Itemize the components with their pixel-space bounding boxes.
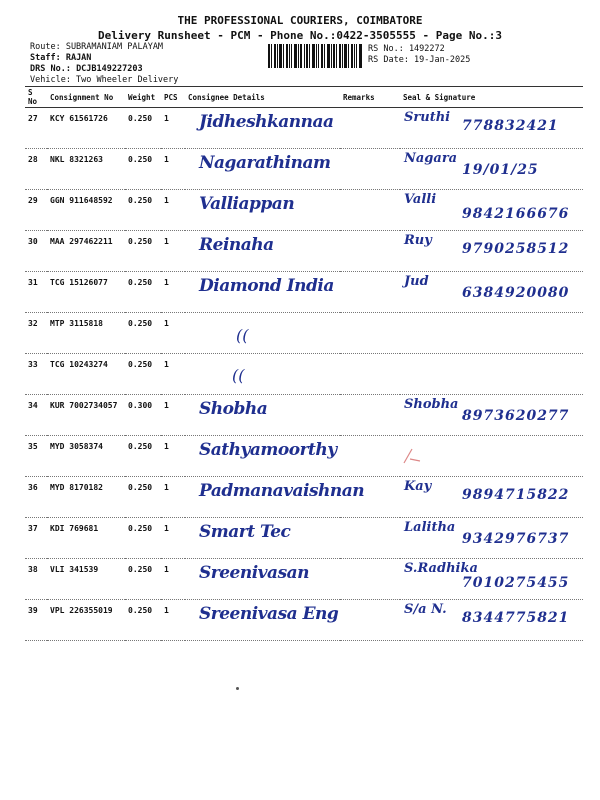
signature-cell xyxy=(400,190,583,231)
consignment-number: TCG 10243274 xyxy=(47,354,125,395)
consignment-number: MAA 297462211 xyxy=(47,231,125,272)
signature-handwriting: Jud xyxy=(404,274,429,289)
consignee-handwriting: Diamond India xyxy=(199,276,334,296)
table-row xyxy=(25,600,583,641)
col-consignment: Consignment No xyxy=(47,87,125,108)
consignee-handwriting: Nagarathinam xyxy=(199,153,331,173)
col-pcs: PCS xyxy=(161,87,185,108)
pcs-value: 1 xyxy=(161,354,185,395)
signature-cell xyxy=(400,477,583,518)
weight-value: 0.250 xyxy=(125,354,161,395)
row-sno: 31 xyxy=(25,272,47,313)
table-row xyxy=(25,313,583,354)
row-sno: 30 xyxy=(25,231,47,272)
row-sno: 38 xyxy=(25,559,47,600)
signature-handwriting: S.Radhika xyxy=(404,561,478,576)
rs-number: RS No.: 1492272 xyxy=(368,44,445,54)
remarks-cell xyxy=(340,518,400,559)
row-sno: 34 xyxy=(25,395,47,436)
consignee-cell xyxy=(185,395,340,436)
signature-handwriting: Ruy xyxy=(404,233,432,248)
pcs-value: 1 xyxy=(161,190,185,231)
weight-value: 0.250 xyxy=(125,559,161,600)
row-sno: 39 xyxy=(25,600,47,641)
handwritten-phone: 7010275455 xyxy=(462,575,570,591)
consignee-handwriting: Sreenivasan xyxy=(199,563,310,583)
consignee-handwriting: Sathyamoorthy xyxy=(199,440,337,460)
handwritten-phone: 6384920080 xyxy=(462,285,570,301)
consignee-cell xyxy=(185,149,340,190)
signature-cell xyxy=(400,559,583,600)
signature-cell xyxy=(400,313,583,354)
handwritten-phone: 9894715822 xyxy=(462,487,570,503)
remarks-cell xyxy=(340,600,400,641)
consignee-cell xyxy=(185,190,340,231)
consignee-handwriting: Padmanavaishnan xyxy=(199,481,365,501)
consignee-cell xyxy=(185,559,340,600)
signature-handwriting: S/a N. xyxy=(404,602,447,617)
remarks-cell xyxy=(340,313,400,354)
consignee-handwriting: Valliappan xyxy=(199,194,295,214)
consignee-cell xyxy=(185,518,340,559)
delivery-table xyxy=(25,86,583,641)
table-row xyxy=(25,436,583,477)
row-sno: 35 xyxy=(25,436,47,477)
table-row xyxy=(25,149,583,190)
pcs-value: 1 xyxy=(161,436,185,477)
consignment-number: MYD 8170182 xyxy=(47,477,125,518)
remarks-cell xyxy=(340,190,400,231)
consignee-cell xyxy=(185,354,340,395)
pcs-value: 1 xyxy=(161,600,185,641)
table-row xyxy=(25,395,583,436)
pcs-value: 1 xyxy=(161,518,185,559)
staff-line xyxy=(30,53,91,63)
consignee-cell xyxy=(185,108,340,149)
weight-value: 0.250 xyxy=(125,149,161,190)
consignment-number: MYD 3058374 xyxy=(47,436,125,477)
pcs-value: 1 xyxy=(161,149,185,190)
route-label: Route: SUBRAMANIAM PALAYAM xyxy=(30,42,164,52)
col-remarks: Remarks xyxy=(340,87,400,108)
remarks-cell xyxy=(340,149,400,190)
consignee-cell xyxy=(185,272,340,313)
table-row xyxy=(25,559,583,600)
col-consignee: Consignee Details xyxy=(185,87,340,108)
col-sno: S No xyxy=(25,87,47,108)
consignee-cell xyxy=(185,231,340,272)
remarks-cell xyxy=(340,395,400,436)
company-title: THE PROFESSIONAL COURIERS, COIMBATORE xyxy=(177,14,423,27)
staff-label: Staff: xyxy=(30,53,66,63)
remarks-cell xyxy=(340,559,400,600)
table-row xyxy=(25,190,583,231)
table-row xyxy=(25,108,583,149)
weight-value: 0.250 xyxy=(125,477,161,518)
signature-handwriting: Nagara xyxy=(404,151,458,166)
weight-value: 0.250 xyxy=(125,108,161,149)
consignment-number: VLI 341539 xyxy=(47,559,125,600)
pcs-value: 1 xyxy=(161,108,185,149)
row-sno: 33 xyxy=(25,354,47,395)
signature-cell xyxy=(400,600,583,641)
consignment-number: NKL 8321263 xyxy=(47,149,125,190)
vehicle-label: Vehicle: Two Wheeler Delivery xyxy=(30,75,179,85)
handwritten-phone: 9842166676 xyxy=(462,206,570,222)
signature-handwriting: Lalitha xyxy=(404,520,456,535)
consignee-cell xyxy=(185,600,340,641)
remarks-cell xyxy=(340,272,400,313)
consignee-handwriting: Jidheshkannaa xyxy=(199,112,334,132)
pcs-value: 1 xyxy=(161,395,185,436)
consignment-number: KDI 769681 xyxy=(47,518,125,559)
consignment-number: KCY 61561726 xyxy=(47,108,125,149)
consignment-number: GGN 911648592 xyxy=(47,190,125,231)
row-sno: 36 xyxy=(25,477,47,518)
remarks-cell xyxy=(340,108,400,149)
remarks-cell xyxy=(340,231,400,272)
row-sno: 28 xyxy=(25,149,47,190)
consignee-cell xyxy=(185,313,340,354)
consignment-number: MTP 3115818 xyxy=(47,313,125,354)
pcs-value: 1 xyxy=(161,477,185,518)
table-header-row xyxy=(25,87,583,108)
consignment-number: KUR 7002734057 xyxy=(47,395,125,436)
signature-handwriting: Shobha xyxy=(404,397,459,412)
row-sno: 29 xyxy=(25,190,47,231)
rs-date: RS Date: 19-Jan-2025 xyxy=(368,55,471,65)
table-row xyxy=(25,272,583,313)
drs-line xyxy=(30,64,143,74)
handwritten-phone: 778832421 xyxy=(462,118,559,134)
col-weight: Weight xyxy=(125,87,161,108)
pcs-value: 1 xyxy=(161,231,185,272)
row-sno: 27 xyxy=(25,108,47,149)
signature-cell xyxy=(400,354,583,395)
barcode xyxy=(268,44,362,68)
signature-cell xyxy=(400,518,583,559)
ditto-mark: (( xyxy=(232,366,245,385)
staff-value: RAJAN xyxy=(65,53,92,63)
remarks-cell xyxy=(340,436,400,477)
consignee-handwriting: Sreenivasa Eng xyxy=(199,604,339,624)
remarks-cell xyxy=(340,354,400,395)
signature-cell xyxy=(400,395,583,436)
drs-value: DCJB149227203 xyxy=(76,64,143,74)
signature-cell xyxy=(400,108,583,149)
consignee-handwriting: Smart Tec xyxy=(199,522,291,542)
weight-value: 0.250 xyxy=(125,272,161,313)
consignee-cell xyxy=(185,436,340,477)
signature-handwriting: Kay xyxy=(404,479,432,494)
table-row xyxy=(25,518,583,559)
signature-cell xyxy=(400,436,583,477)
row-sno: 32 xyxy=(25,313,47,354)
consignee-cell xyxy=(185,477,365,518)
handwritten-phone: 19/01/25 xyxy=(462,162,539,178)
col-signature: Seal & Signature xyxy=(400,87,583,108)
consignment-number: TCG 15126077 xyxy=(47,272,125,313)
table-row xyxy=(25,231,583,272)
weight-value: 0.250 xyxy=(125,313,161,354)
pcs-value: 1 xyxy=(161,313,185,354)
signature-handwriting: Sruthi xyxy=(404,110,451,125)
row-sno: 37 xyxy=(25,518,47,559)
runsheet-subtitle: Delivery Runsheet - PCM - Phone No.:0422-3505555 - Page No.:3 xyxy=(98,29,502,42)
weight-value: 0.250 xyxy=(125,436,161,477)
handwritten-phone: 8973620277 xyxy=(462,408,570,424)
handwritten-phone: 9790258512 xyxy=(462,241,570,257)
table-row xyxy=(25,354,583,395)
weight-value: 0.250 xyxy=(125,518,161,559)
consignee-handwriting: Shobha xyxy=(199,399,268,419)
pcs-value: 1 xyxy=(161,272,185,313)
weight-value: 0.250 xyxy=(125,231,161,272)
consignee-handwriting: Reinaha xyxy=(199,235,274,255)
table-row xyxy=(25,477,583,518)
weight-value: 0.250 xyxy=(125,190,161,231)
ditto-mark: (( xyxy=(236,326,249,345)
pcs-value: 1 xyxy=(161,559,185,600)
signature-cell xyxy=(400,149,583,190)
drs-label: DRS No.: xyxy=(30,64,77,74)
weight-value: 0.250 xyxy=(125,600,161,641)
scan-dot xyxy=(236,687,239,690)
signature-cell xyxy=(400,272,583,313)
red-ink-mark xyxy=(400,443,424,467)
signature-cell xyxy=(400,231,583,272)
weight-value: 0.300 xyxy=(125,395,161,436)
signature-handwriting: Valli xyxy=(404,192,437,207)
consignment-number: VPL 226355019 xyxy=(47,600,125,641)
handwritten-phone: 8344775821 xyxy=(462,610,570,626)
handwritten-phone: 9342976737 xyxy=(462,531,570,547)
